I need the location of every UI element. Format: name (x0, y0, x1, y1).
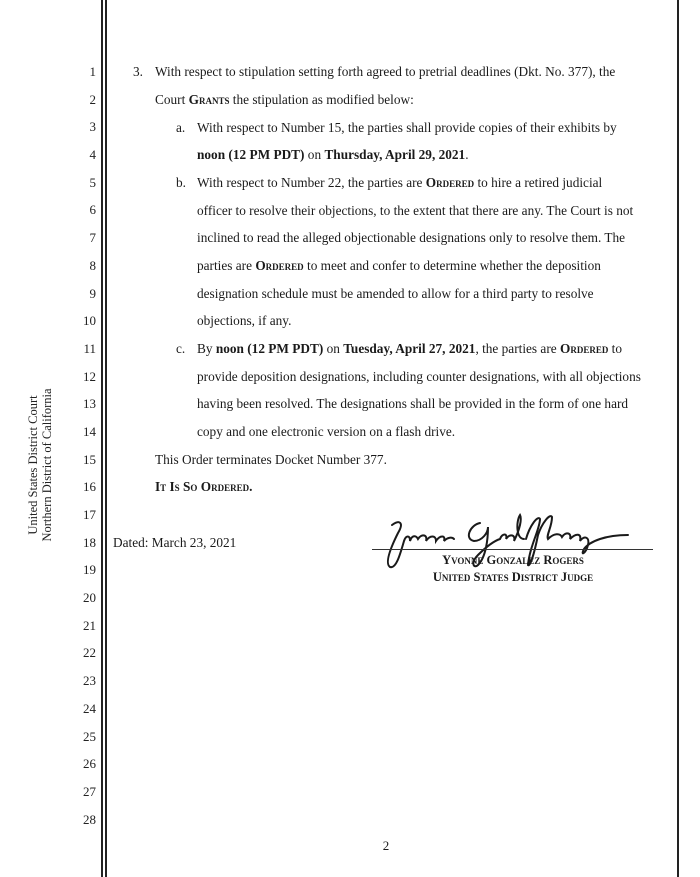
page-number: 2 (382, 838, 390, 853)
item-a-line-2 (197, 146, 469, 164)
paragraph-3-line-2 (155, 91, 414, 109)
text: to hire a retired judicial (474, 175, 603, 190)
line-number: 5 (89, 174, 96, 190)
line-number: 14 (83, 423, 96, 439)
line-number: 7 (89, 230, 96, 246)
line-number: 16 (83, 479, 96, 495)
text: to (608, 341, 623, 356)
line-number: 20 (83, 590, 96, 606)
text: on (323, 341, 344, 356)
line-number: 2 (89, 91, 96, 107)
line-number: 26 (83, 756, 96, 772)
signature-line (372, 549, 653, 550)
court-caption (24, 380, 56, 550)
judge-signature (370, 505, 640, 580)
line-number: 15 (83, 451, 96, 467)
item-a-marker: a. (176, 120, 186, 135)
deadline-date: Tuesday, April 27, 2021 (343, 341, 476, 356)
ordered-emphasis: Ordered (255, 258, 304, 273)
item-b-line-6: objections, if any. (197, 313, 292, 328)
paragraph-3-line-1: With respect to stipulation setting forth agreed to pretrial deadlines (Dkt. No. 377), the (155, 64, 616, 79)
so-ordered: It Is So Ordered. (155, 479, 253, 494)
text: on (304, 147, 325, 162)
text: the stipulation as modified below: (229, 92, 414, 107)
line-number: 21 (83, 617, 96, 633)
line-numbers (70, 62, 96, 837)
dated-line: Dated: March 23, 2021 (113, 535, 237, 550)
item-c-line-3: having been resolved. The designations shall be provided in the form of one hard (197, 396, 629, 411)
line-number: 13 (83, 396, 96, 412)
text: Court (155, 92, 189, 107)
text: parties are (197, 258, 256, 273)
text: . (465, 147, 469, 162)
ordered-emphasis: Ordered (559, 341, 609, 356)
item-b-line-1 (197, 174, 602, 192)
item-b-line-4 (197, 257, 601, 275)
line-number: 23 (83, 673, 96, 689)
line-number: 24 (83, 700, 96, 716)
line-number: 25 (83, 728, 96, 744)
deadline-date: Thursday, April 29, 2021 (324, 147, 466, 162)
court-caption-line-2: Northern District of California (40, 388, 54, 542)
item-c-marker: c. (176, 341, 186, 356)
item-c-line-4: copy and one electronic version on a flash drive. (197, 424, 456, 439)
line-number: 12 (83, 368, 96, 384)
line-number: 19 (83, 562, 96, 578)
deadline-time: noon (12 PM PDT) (215, 341, 324, 356)
right-margin-rule (677, 0, 679, 877)
left-margin-rule (101, 0, 103, 877)
item-b-line-2: officer to resolve their objections, to the extent that there are any. The Court is not (197, 203, 634, 218)
line-number: 18 (83, 534, 96, 550)
left-margin-rule-inner (105, 0, 107, 877)
line-number: 28 (83, 811, 96, 827)
line-number: 10 (83, 313, 96, 329)
court-caption-line-1: United States District Court (26, 395, 40, 535)
item-a-line-1: With respect to Number 15, the parties shall provide copies of their exhibits by (197, 120, 617, 135)
judge-title: United States District Judge (432, 570, 594, 584)
text: By (197, 341, 216, 356)
text: to meet and confer to determine whether the deposition (303, 258, 601, 273)
deadline-time: noon (12 PM PDT) (197, 147, 305, 162)
grants-emphasis: Grants (188, 92, 230, 107)
line-number: 1 (89, 64, 96, 79)
line-number: 11 (83, 340, 96, 356)
line-number: 8 (89, 257, 96, 273)
line-number: 4 (89, 147, 96, 163)
item-b-marker: b. (176, 175, 186, 190)
item-c-line-1 (197, 340, 622, 358)
line-number: 9 (89, 285, 96, 301)
paragraph-3-number: 3. (133, 64, 143, 79)
judge-name: Yvonne Gonzalez Rogers (442, 553, 584, 567)
ordered-emphasis: Ordered (425, 175, 475, 190)
item-c-line-2: provide deposition designations, including counter designations, with all objections (197, 369, 641, 384)
docket-termination-note: This Order terminates Docket Number 377. (155, 452, 387, 467)
text: , the parties are (475, 341, 560, 356)
text: With respect to Number 22, the parties are (197, 175, 426, 190)
line-number: 6 (89, 202, 96, 218)
line-number: 3 (89, 119, 96, 135)
line-number: 27 (83, 783, 96, 799)
line-number: 22 (83, 645, 96, 661)
line-number: 17 (83, 507, 96, 522)
item-b-line-3: inclined to read the alleged objectionable designations only to resolve them. The (197, 230, 626, 245)
item-b-line-5: designation schedule must be amended to allow for a third party to resolve (197, 286, 594, 301)
